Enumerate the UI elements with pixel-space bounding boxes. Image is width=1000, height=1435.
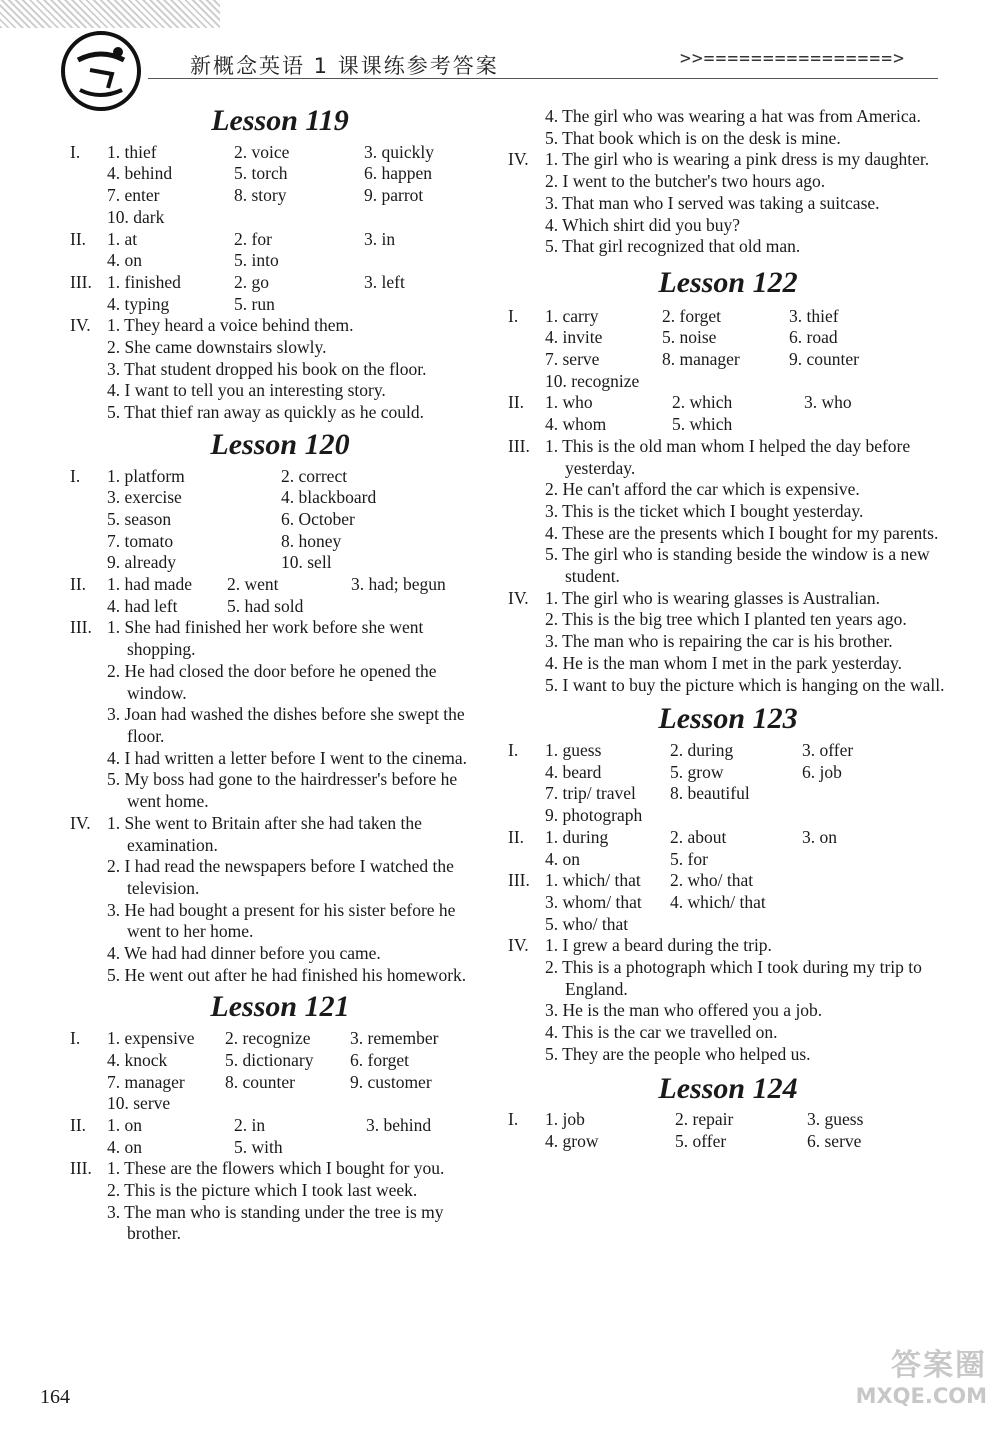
answer-sentence: 2. This is the big tree which I planted ten years ago.	[545, 609, 907, 630]
answer-sentence: 3. He is the man who offered you a job.	[545, 1000, 823, 1021]
lesson-title: Lesson 120	[210, 427, 350, 461]
answer-item: 1. finished	[107, 271, 181, 292]
answer-item: 5. who/ that	[545, 913, 629, 934]
answer-item: 3. left	[364, 271, 405, 292]
answer-item: 6. serve	[807, 1130, 862, 1151]
answer-item: 1. on	[107, 1114, 142, 1135]
answer-sentence: 4. He is the man whom I met in the park yesterday.	[545, 652, 903, 673]
answer-sentence: 1. She had finished her work before she went shopping.	[107, 617, 424, 660]
answer-item: 2. recognize	[225, 1028, 311, 1049]
answer-sentence: 5. He went out after he had finished his homework.	[107, 964, 467, 985]
lesson-123	[508, 702, 948, 1065]
answer-item: 3. behind	[366, 1114, 432, 1135]
answer-item: 5. torch	[234, 163, 288, 184]
answer-sentence: 3. That student dropped his book on the floor.	[107, 358, 427, 379]
answer-item: 7. tomato	[107, 530, 174, 551]
answer-item: 4. invite	[545, 327, 603, 348]
section-3	[508, 436, 948, 588]
answer-sentence: 4. These are the presents which I bought for my parents.	[545, 522, 939, 543]
lesson-121	[70, 990, 490, 1245]
answer-item: 1. thief	[107, 141, 157, 162]
answer-item: 1. expensive	[107, 1028, 195, 1049]
answer-sentence: 5. I want to buy the picture which is hanging on the wall.	[545, 674, 945, 695]
lesson-title: Lesson 123	[658, 702, 798, 736]
section-4	[70, 315, 490, 424]
answer-item: 3. whom/ that	[545, 891, 642, 912]
right-column	[508, 106, 948, 1153]
answer-item: 5. had sold	[227, 595, 304, 616]
answer-item: 5. season	[107, 508, 172, 529]
answer-sentence: 5. My boss had gone to the hairdresser's before he went home.	[107, 769, 458, 812]
answer-item: 5. into	[234, 250, 279, 271]
answer-item: 6. October	[281, 508, 355, 529]
answer-item: 8. honey	[281, 530, 342, 551]
answer-item: 8. counter	[225, 1071, 295, 1092]
section-3	[70, 1158, 490, 1245]
answer-item: 2. during	[670, 739, 734, 760]
roman-numeral: I.	[70, 141, 81, 162]
answer-item: 1. had made	[107, 574, 193, 595]
answer-item: 2. correct	[281, 465, 348, 486]
answer-item: 4. typing	[107, 293, 170, 314]
answer-item: 4. knock	[107, 1049, 168, 1070]
answer-sentence: 4. I want to tell you an interesting story.	[107, 380, 386, 401]
answer-item: 1. which/ that	[545, 870, 641, 891]
answer-item: 3. offer	[802, 739, 854, 760]
answer-item: 4. whom	[545, 414, 607, 435]
roman-numeral: II.	[70, 1114, 87, 1135]
answer-item: 3. quickly	[364, 141, 434, 162]
roman-numeral: I.	[508, 305, 519, 326]
watermark	[812, 1340, 987, 1408]
answer-sentence: 5. That thief ran away as quickly as he could.	[107, 402, 425, 423]
roman-numeral: IV.	[508, 935, 529, 956]
answer-sentence: 4. Which shirt did you buy?	[545, 214, 741, 235]
section-1	[70, 466, 490, 575]
section-4	[508, 588, 948, 697]
section-1	[508, 740, 948, 827]
answer-item: 4. on	[107, 1136, 142, 1157]
answer-sentence: 2. He can't afford the car which is expensive.	[545, 479, 860, 500]
answer-item: 7. manager	[107, 1071, 185, 1092]
answer-item: 9. parrot	[364, 185, 424, 206]
roman-numeral: III.	[508, 435, 530, 456]
answer-item: 2. forget	[662, 305, 721, 326]
answer-item: 3. remember	[350, 1028, 439, 1049]
answer-sentence: 1. They heard a voice behind them.	[107, 315, 354, 336]
answer-item: 5. run	[234, 293, 275, 314]
roman-numeral: III.	[70, 617, 92, 638]
answer-item: 2. repair	[675, 1109, 734, 1130]
answer-item: 4. had left	[107, 595, 178, 616]
left-column	[70, 98, 490, 1245]
answer-sentence: 2. She came downstairs slowly.	[107, 337, 327, 358]
lesson-title: Lesson 122	[658, 265, 798, 299]
section-2	[70, 574, 490, 617]
answer-item: 3. in	[364, 228, 396, 249]
answer-item: 3. on	[802, 826, 837, 847]
answer-item: 9. customer	[350, 1071, 432, 1092]
answer-item: 1. platform	[107, 465, 185, 486]
answer-sentence: 3. The man who is standing under the tree is my brother.	[107, 1201, 444, 1244]
answer-item: 9. photograph	[545, 805, 643, 826]
answer-item: 6. forget	[350, 1049, 409, 1070]
roman-numeral: II.	[508, 826, 525, 847]
section-2	[508, 392, 948, 435]
answer-item: 6. road	[789, 327, 838, 348]
answer-sentence: 2. I had read the newspapers before I watched the television.	[107, 856, 454, 898]
roman-numeral: II.	[508, 392, 525, 413]
answer-sentence: 5. They are the people who helped us.	[545, 1043, 811, 1064]
answer-item: 1. carry	[545, 305, 599, 326]
answer-item: 3. who	[804, 392, 852, 413]
answer-sentence: 2. This is the picture which I took last week.	[107, 1180, 418, 1201]
answer-sentence: 1. The girl who is wearing a pink dress is my daughter.	[545, 149, 930, 170]
lesson-title: Lesson 121	[210, 990, 350, 1024]
answer-item: 4. on	[107, 250, 142, 271]
answer-item: 2. for	[234, 228, 272, 249]
answer-item: 7. enter	[107, 185, 160, 206]
answer-item: 2. in	[234, 1114, 266, 1135]
answer-item: 5. noise	[662, 327, 717, 348]
section-4	[70, 813, 490, 987]
roman-numeral: I.	[70, 1028, 81, 1049]
roman-numeral: IV.	[508, 149, 529, 170]
lesson-title: Lesson 124	[658, 1071, 798, 1105]
answer-item: 3. thief	[789, 305, 839, 326]
answer-item: 4. behind	[107, 163, 173, 184]
roman-numeral: III.	[70, 1158, 92, 1179]
answer-item: 7. trip/ travel	[545, 783, 636, 804]
answer-sentence: 3. Joan had washed the dishes before she swept the floor.	[107, 704, 465, 746]
answer-item: 4. which/ that	[670, 891, 766, 912]
answer-item: 2. who/ that	[670, 870, 754, 891]
answer-item: 9. counter	[789, 349, 859, 370]
answer-item: 2. voice	[234, 141, 290, 162]
answer-item: 1. at	[107, 228, 138, 249]
answer-item: 1. job	[545, 1109, 585, 1130]
answer-item: 1. who	[545, 392, 593, 413]
roman-numeral: IV.	[70, 315, 91, 336]
header-title: 新概念英语 1 课课练参考答案	[190, 54, 499, 78]
answer-item: 5. with	[234, 1136, 283, 1157]
answer-sentence: 3. This is the ticket which I bought yesterday.	[545, 500, 864, 521]
section-3	[70, 617, 490, 812]
section-4	[508, 149, 948, 258]
section-3	[508, 870, 948, 935]
answer-sentence: 3. The man who is repairing the car is his brother.	[545, 631, 893, 652]
lesson-119	[70, 104, 490, 424]
answer-item: 2. go	[234, 271, 269, 292]
answer-item: 9. already	[107, 552, 176, 573]
answer-sentence: 1. These are the flowers which I bought for you.	[107, 1158, 445, 1179]
answer-item: 5. grow	[670, 761, 724, 782]
page-number: 164	[40, 1386, 70, 1408]
decorative-hatch	[0, 0, 220, 28]
answer-sentence: 3. He had bought a present for his sister before he went to her home.	[107, 899, 456, 942]
watermark-url: MXQE.COM	[855, 1384, 987, 1408]
answer-item: 8. manager	[662, 349, 740, 370]
section-1	[70, 1028, 490, 1115]
answer-item: 2. about	[670, 826, 727, 847]
watermark-text: 答案圈	[891, 1348, 987, 1383]
answer-item: 4. blackboard	[281, 487, 377, 508]
roman-numeral: I.	[508, 739, 519, 760]
roman-numeral: IV.	[508, 587, 529, 608]
roman-numeral: III.	[508, 870, 530, 891]
roman-numeral: I.	[70, 465, 81, 486]
answer-item: 6. happen	[364, 163, 433, 184]
answer-item: 4. on	[545, 848, 580, 869]
answer-item: 8. story	[234, 185, 287, 206]
answer-sentence: 1. I grew a beard during the trip.	[545, 935, 772, 956]
answer-item: 10. dark	[107, 206, 165, 227]
section-2	[70, 229, 490, 272]
header-arrows: >>================>	[680, 48, 905, 69]
answer-item: 7. serve	[545, 349, 600, 370]
answer-item: 4. grow	[545, 1130, 599, 1151]
lesson-122	[508, 265, 948, 696]
answer-sentence: 4. This is the car we travelled on.	[545, 1022, 778, 1043]
answer-sentence: 4. I had written a letter before I went to the cinema.	[107, 747, 468, 768]
roman-numeral: IV.	[70, 812, 91, 833]
section-1	[508, 306, 948, 393]
section-2	[70, 1115, 490, 1158]
answer-item-empty	[802, 783, 922, 805]
answer-sentence: 2. I went to the butcher's two hours ago.	[545, 171, 826, 192]
roman-numeral: I.	[508, 1109, 519, 1130]
roman-numeral: II.	[70, 228, 87, 249]
lesson-121-continued	[508, 106, 948, 149]
answer-item: 10. recognize	[545, 370, 640, 391]
answer-item: 2. which	[672, 392, 733, 413]
answer-sentence: 4. We had had dinner before you came.	[107, 943, 381, 964]
answer-item: 5. for	[670, 848, 708, 869]
roman-numeral: II.	[70, 574, 87, 595]
answer-sentence: 4. The girl who was wearing a hat was from America.	[545, 106, 921, 126]
lesson-120	[70, 427, 490, 987]
answer-item: 5. offer	[675, 1130, 727, 1151]
section-4	[508, 935, 948, 1065]
answer-sentence: 5. That girl recognized that old man.	[545, 236, 801, 257]
answer-sentence: 1. She went to Britain after she had taken the examination.	[107, 812, 422, 855]
answer-item: 3. had; begun	[351, 574, 446, 595]
answer-item: 2. went	[227, 574, 279, 595]
answer-item: 10. sell	[281, 552, 332, 573]
answer-item: 8. beautiful	[670, 783, 750, 804]
answer-item: 5. dictionary	[225, 1049, 314, 1070]
answer-sentence: 2. He had closed the door before he opened the window.	[107, 660, 437, 703]
section-1	[70, 142, 490, 229]
answer-sentence: 3. That man who I served was taking a suitcase.	[545, 192, 880, 213]
answer-sentence: 5. The girl who is standing beside the window is a new student.	[545, 544, 930, 587]
lesson-title: Lesson 119	[211, 104, 349, 137]
lesson-124	[508, 1071, 948, 1153]
header-divider	[148, 78, 938, 79]
answer-item: 3. guess	[807, 1109, 864, 1130]
answer-item: 4. beard	[545, 761, 602, 782]
answer-sentence: 1. The girl who is wearing glasses is Australian.	[545, 587, 881, 608]
answer-item: 1. guess	[545, 739, 602, 760]
answer-sentence: 1. This is the old man whom I helped the day before yesterday.	[545, 435, 911, 478]
roman-numeral: III.	[70, 271, 92, 292]
answer-item: 1. during	[545, 826, 609, 847]
answer-item: 3. exercise	[107, 487, 182, 508]
section-1	[508, 1109, 948, 1152]
answer-item: 10. serve	[107, 1093, 171, 1114]
answer-item: 5. which	[672, 414, 733, 435]
section-2	[508, 827, 948, 870]
answer-sentence: 2. This is a photograph which I took during my trip to England.	[545, 957, 922, 999]
answer-item: 6. job	[802, 761, 842, 782]
section-3	[70, 272, 490, 315]
answer-sentence: 5. That book which is on the desk is mine.	[545, 127, 841, 148]
